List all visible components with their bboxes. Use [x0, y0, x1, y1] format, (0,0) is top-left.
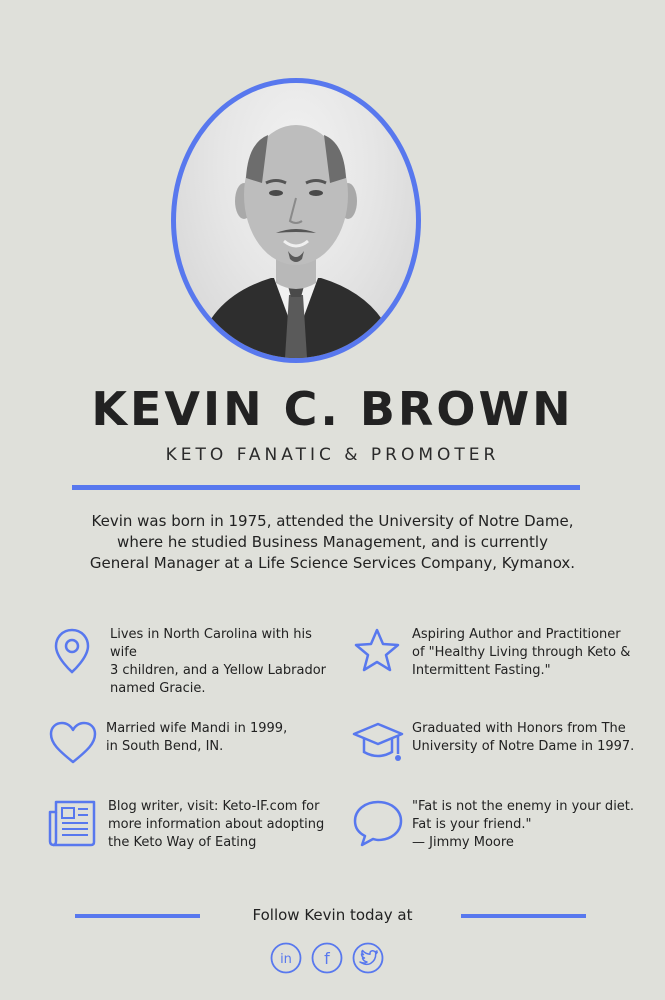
bio-paragraph	[60, 511, 605, 574]
star-icon	[352, 626, 402, 676]
bio-line: General Manager at a Life Science Services Company, Kymanox.	[89, 554, 576, 572]
fact-line: 3 children, and a Yellow Labrador	[110, 663, 326, 678]
bio-line: Kevin was born in 1975, attended the University of Notre Dame,	[91, 512, 574, 530]
fact-line: University of Notre Dame in 1997.	[412, 739, 635, 754]
fact-line: Married wife Mandi in 1999,	[106, 721, 288, 736]
fact-line: Aspiring Author and Practitioner	[412, 627, 621, 642]
fact-line: Graduated with Honors from The	[412, 721, 626, 736]
follow-label: Follow Kevin today at	[252, 906, 413, 924]
portrait-illustration	[176, 83, 416, 358]
fact-line: more information about adopting	[108, 817, 325, 832]
profile-photo	[171, 78, 421, 363]
profile-tagline: KETO FANATIC & PROMOTER	[165, 445, 500, 465]
fact-line: named Gracie.	[110, 681, 206, 696]
fact-line: Lives in North Carolina with his wife	[110, 627, 312, 660]
fact-line: "Fat is not the enemy in your diet.	[412, 799, 635, 814]
heart-icon	[48, 720, 98, 766]
divider	[72, 485, 580, 490]
fact-line: the Keto Way of Eating	[108, 835, 257, 850]
fact-line: in South Bend, IN.	[106, 739, 224, 754]
bio-line: where he studied Business Management, and is currently	[117, 533, 548, 551]
graduation-cap-icon	[352, 720, 404, 768]
fact-line: — Jimmy Moore	[412, 835, 514, 850]
facebook-icon[interactable]	[311, 942, 343, 974]
location-pin-icon	[50, 626, 94, 676]
fact-line: Intermittent Fasting."	[412, 663, 551, 678]
speech-bubble-icon	[352, 798, 404, 848]
fact-line: Fat is your friend."	[412, 817, 532, 832]
profile-name: KEVIN C. BROWN	[91, 382, 574, 436]
linkedin-icon[interactable]	[270, 942, 302, 974]
fact-line: of "Healthy Living through Keto &	[412, 645, 631, 660]
twitter-icon[interactable]	[352, 942, 384, 974]
newspaper-icon	[48, 798, 98, 848]
linkedin-glyph: in	[280, 952, 292, 967]
fact-line: Blog writer, visit: Keto-IF.com for	[108, 799, 320, 814]
facebook-glyph: f	[324, 949, 330, 968]
